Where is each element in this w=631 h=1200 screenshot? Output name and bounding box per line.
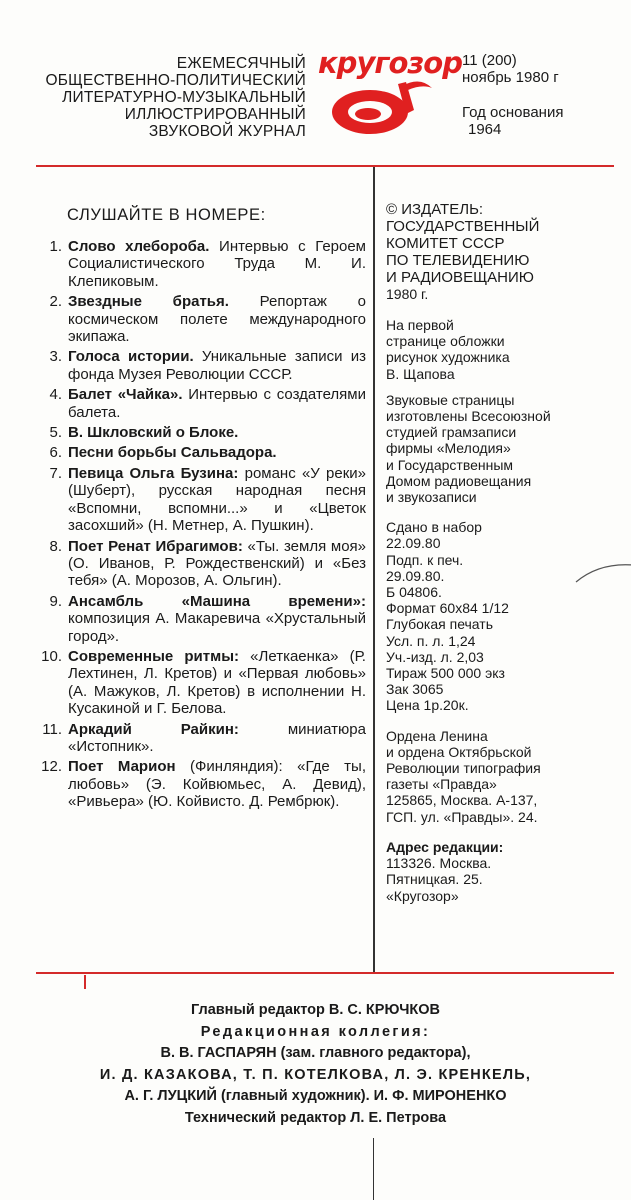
list-item xyxy=(30,465,366,535)
item-number: 6. xyxy=(49,444,62,462)
board-line: В. В. ГАСПАРЯН (зам. главного редактора), xyxy=(160,1045,471,1061)
list-item xyxy=(30,648,366,718)
item-title: Аркадий Райкин: xyxy=(68,720,239,738)
item-title: Звездные братья. xyxy=(68,293,229,311)
item-text: Интервью с создателями балета. xyxy=(68,386,366,421)
header-rule xyxy=(36,165,614,167)
item-title: В. Шкловский о Блоке. xyxy=(68,424,239,442)
footer-rule xyxy=(36,972,614,974)
publisher-line: КОМИТЕТ СССР xyxy=(386,235,505,252)
item-number: 2. xyxy=(49,293,62,311)
item-title: Балет «Чайка». xyxy=(68,386,183,404)
print-line: Сдано в набор xyxy=(386,519,482,536)
tagline-line: ИЛЛЮСТРИРОВАННЫЙ xyxy=(124,106,306,123)
sound-credit xyxy=(386,392,601,505)
publisher-line: ПО ТЕЛЕВИДЕНИЮ xyxy=(386,252,530,269)
item-number: 11. xyxy=(42,720,62,738)
logo-wordmark: кругозор xyxy=(318,46,462,80)
sound-line: изготовлены Всесоюзной xyxy=(386,408,551,425)
cover-line: рисунок художника xyxy=(386,349,510,366)
item-text: миниатюра «Истопник». xyxy=(68,720,366,755)
item-text: композиция А. Макаревича «Хрустальный город». xyxy=(68,610,366,645)
cover-line: На первой xyxy=(386,317,454,333)
item-text: Уникальные записи из фонда Музея Революции СССР. xyxy=(68,348,366,383)
editorial-address xyxy=(386,839,601,904)
press-line: Ордена Ленина xyxy=(386,727,488,744)
sound-line: студией грамзаписи xyxy=(386,424,517,441)
cover-line: В. Щапова xyxy=(386,365,455,382)
list-item xyxy=(30,293,366,345)
tagline-line: ОБЩЕСТВЕННО-ПОЛИТИЧЕСКИЙ xyxy=(45,72,306,89)
item-title: Слово хлебороба. xyxy=(68,238,210,255)
cover-line: странице обложки xyxy=(386,333,505,350)
item-text: романс «У реки» (Шуберт), русская народная песня «Вспомни, вспомни...» и «Цветок засохший» (Н. Метнер, А. Пушкин). xyxy=(68,464,366,535)
sound-line: и звукозаписи xyxy=(386,489,477,506)
item-text: Репортаж о космическом полете международного экипажа. xyxy=(68,293,366,346)
contents-title: СЛУШАЙТЕ В НОМЕРЕ: xyxy=(67,206,266,224)
item-number: 5. xyxy=(49,424,62,442)
sound-line: и Государственным xyxy=(386,456,514,473)
print-line: Б 04806. xyxy=(386,584,442,601)
publisher-line: И РАДИОВЕЩАНИЮ xyxy=(386,269,534,286)
tagline-line: ЕЖЕМЕСЯЧНЫЙ xyxy=(176,55,306,72)
board-line: И. Д. КАЗАКОВА, Т. П. КОТЕЛКОВА, Л. Э. КРЕНКЕЛЬ, xyxy=(99,1066,532,1083)
item-title: Поет Ренат Ибрагимов: xyxy=(68,537,243,555)
publisher-line: ГОСУДАРСТВЕННЫЙ xyxy=(386,218,540,235)
press-line: ГСП. ул. «Правды». 24. xyxy=(386,808,538,825)
item-text: «Ты. земля моя» (О. Иванов, Р. Рождественский) и «Без тебя» (А. Морозов, А. Ольгин). xyxy=(68,537,366,590)
print-details xyxy=(386,519,601,713)
issue-date: ноябрь 1980 г xyxy=(462,69,559,86)
item-text: Интервью с Героем Социалистического Труда М. И. Клепиковым. xyxy=(68,238,366,290)
founded-info xyxy=(462,104,563,138)
item-title: Ансамбль «Машина времени»: xyxy=(68,592,366,610)
press-line: Революции типография xyxy=(386,760,541,777)
press-line: 125865, Москва. А-137, xyxy=(386,792,538,809)
decorative-arc xyxy=(572,556,631,616)
item-title: Певица Ольга Бузина: xyxy=(68,464,239,482)
press-line: и ордена Октябрьской xyxy=(386,743,532,760)
print-line: Усл. п. л. 1,24 xyxy=(386,632,476,649)
sound-line: Домом радиовещания xyxy=(386,472,532,489)
sound-line: Звуковые страницы xyxy=(386,391,515,408)
red-mark xyxy=(84,975,92,989)
address-line: 113326. Москва. xyxy=(386,855,492,872)
chief-editor: Главный редактор В. С. КРЮЧКОВ xyxy=(191,1002,440,1018)
address-line: Пятницкая. 25. xyxy=(386,871,483,888)
publisher-year: 1980 г. xyxy=(386,286,429,302)
board-line: А. Г. ЛУЦКИЙ (главный художник). И. Ф. МИРОНЕНКО xyxy=(124,1088,507,1104)
press-line: газеты «Правда» xyxy=(386,776,497,793)
item-title: Современные ритмы: xyxy=(68,647,240,665)
board-heading: Редакционная коллегия: xyxy=(200,1023,431,1040)
record-note-icon xyxy=(328,78,448,140)
krugozor-logo xyxy=(318,44,462,144)
item-text: (Финляндия): «Где ты, любовь» (Э. Койвюмьес, А. Девид), «Ривьера» (Ю. Койвисто. Д. Рембрюк). xyxy=(68,758,366,811)
print-line: 29.09.80. xyxy=(386,567,445,584)
list-item xyxy=(30,386,366,421)
list-item xyxy=(30,444,366,461)
cover-credit xyxy=(386,317,601,382)
magazine-tagline xyxy=(30,55,306,140)
item-text: «Леткаенка» (Р. Лехтинен, Л. Кретов) и «Первая любовь» (А. Мажуков, Л. Кретов) в исполнении Н. Кусакиной и Г. Белова. xyxy=(68,647,366,718)
publisher-line: © ИЗДАТЕЛЬ: xyxy=(386,201,484,218)
imprint-column xyxy=(386,201,601,914)
item-title: Поет Марион xyxy=(68,758,176,776)
print-line: Подп. к печ. xyxy=(386,551,464,568)
founded-year: 1964 xyxy=(468,121,502,138)
founded-label: Год основания xyxy=(462,104,564,121)
print-line: 22.09.80 xyxy=(386,535,441,552)
issue-number: 11 (200) xyxy=(462,52,517,69)
publisher-block xyxy=(386,201,601,303)
tagline-line: ЛИТЕРАТУРНО-МУЗЫКАЛЬНЫЙ xyxy=(62,89,306,106)
item-number: 7. xyxy=(49,464,62,482)
tech-editor: Технический редактор Л. Е. Петрова xyxy=(184,1109,447,1126)
item-number: 8. xyxy=(49,537,62,555)
item-number: 1. xyxy=(49,238,62,255)
list-item xyxy=(30,238,366,290)
column-divider xyxy=(373,167,375,973)
print-line: Тираж 500 000 экз xyxy=(386,665,505,682)
list-item xyxy=(30,758,366,810)
issue-info xyxy=(462,52,559,86)
item-number: 10. xyxy=(41,647,62,665)
item-number: 3. xyxy=(49,348,62,366)
item-number: 9. xyxy=(49,592,62,610)
list-item xyxy=(30,538,366,590)
print-line: Формат 60х84 1/12 xyxy=(386,600,509,617)
item-title: Голоса истории. xyxy=(68,348,194,366)
bottom-divider-stub xyxy=(373,1138,374,1200)
print-line: Уч.-изд. л. 2,03 xyxy=(386,648,484,665)
print-line: Цена 1р.20к. xyxy=(386,697,469,714)
editorial-board xyxy=(0,1000,631,1129)
item-number: 4. xyxy=(49,386,62,404)
press-credit xyxy=(386,728,601,825)
item-title: Песни борьбы Сальвадора. xyxy=(68,444,277,462)
list-item xyxy=(30,721,366,756)
contents-list xyxy=(30,238,366,814)
item-number: 12. xyxy=(41,758,62,776)
print-line: Зак 3065 xyxy=(386,681,444,698)
list-item xyxy=(30,593,366,645)
address-heading: Адрес редакции: xyxy=(386,838,504,855)
print-line: Глубокая печать xyxy=(386,616,493,633)
list-item xyxy=(30,348,366,383)
sound-line: фирмы «Мелодия» xyxy=(386,440,511,457)
list-item xyxy=(30,424,366,441)
tagline-line: ЗВУКОВОЙ ЖУРНАЛ xyxy=(148,123,306,140)
address-line: «Кругозор» xyxy=(386,887,459,904)
